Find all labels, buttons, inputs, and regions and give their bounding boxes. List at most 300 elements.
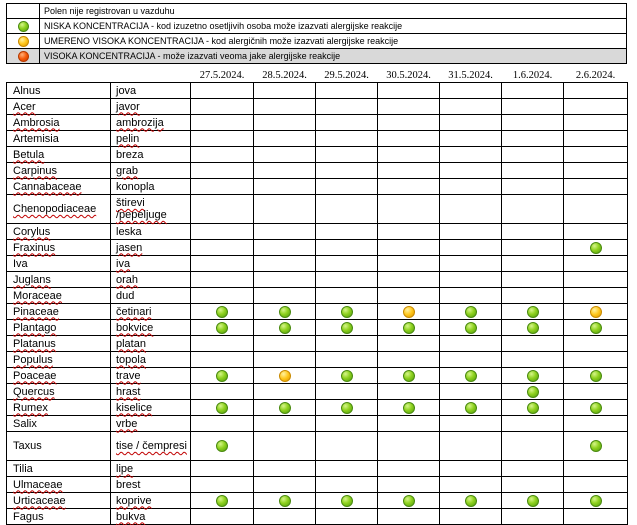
concentration-cell [440, 99, 502, 115]
latin-name: Plantago [13, 321, 57, 334]
concentration-cell [502, 400, 564, 416]
concentration-cell [316, 224, 378, 240]
table-row [7, 509, 628, 525]
green-dot-icon [590, 242, 602, 254]
concentration-cell [378, 432, 440, 461]
latin-name-cell [7, 288, 111, 304]
green-dot-icon [279, 495, 291, 507]
concentration-cell [564, 163, 628, 179]
concentration-cell [502, 131, 564, 147]
concentration-cell [378, 320, 440, 336]
concentration-cell [564, 400, 628, 416]
concentration-cell [502, 384, 564, 400]
concentration-cell [502, 432, 564, 461]
table-row [7, 163, 628, 179]
concentration-cell [254, 272, 316, 288]
concentration-cell [564, 115, 628, 131]
concentration-cell [502, 83, 564, 99]
green-dot-icon [341, 306, 353, 318]
concentration-cell [254, 256, 316, 272]
local-name-cell [111, 400, 191, 416]
table-row [7, 83, 628, 99]
concentration-cell [440, 163, 502, 179]
concentration-cell [564, 256, 628, 272]
concentration-cell [191, 432, 254, 461]
green-dot-icon [279, 402, 291, 414]
local-name: breza [116, 148, 144, 161]
concentration-cell [564, 461, 628, 477]
latin-name: Carpinus [13, 164, 58, 177]
table-row [7, 99, 628, 115]
concentration-cell [191, 224, 254, 240]
concentration-cell [378, 224, 440, 240]
concentration-cell [502, 461, 564, 477]
latin-name: Ulmaceae [13, 478, 63, 491]
latin-name: Quercus [13, 385, 55, 398]
latin-name-cell [7, 179, 111, 195]
concentration-cell [502, 256, 564, 272]
latin-name-cell [7, 336, 111, 352]
latin-name-cell [7, 400, 111, 416]
latin-name: Fagus [13, 510, 44, 523]
concentration-cell [502, 509, 564, 525]
local-name-cell [111, 509, 191, 525]
local-name: leska [116, 225, 142, 238]
date-header: 2.6.2024. [564, 64, 628, 83]
local-name: koprive [116, 494, 152, 507]
concentration-cell [254, 99, 316, 115]
concentration-cell [378, 493, 440, 509]
local-name-cell [111, 240, 191, 256]
concentration-cell [502, 240, 564, 256]
date-header-row [7, 64, 628, 83]
green-dot-icon [216, 322, 228, 334]
legend-text: Polen nije registrovan u vazduhu [40, 4, 627, 19]
table-row [7, 320, 628, 336]
concentration-cell [316, 336, 378, 352]
latin-name-cell [7, 352, 111, 368]
table-row [7, 477, 628, 493]
local-name-cell [111, 493, 191, 509]
concentration-cell [378, 384, 440, 400]
latin-name: Corylus [13, 225, 51, 238]
green-dot-icon [341, 402, 353, 414]
concentration-cell [564, 493, 628, 509]
latin-name: Rumex [13, 401, 48, 414]
green-dot-icon [590, 495, 602, 507]
concentration-cell [564, 272, 628, 288]
latin-name: Poaceae [13, 369, 57, 382]
table-row [7, 336, 628, 352]
latin-name: Chenopodiaceae [13, 203, 97, 215]
concentration-cell [316, 83, 378, 99]
concentration-cell [440, 240, 502, 256]
local-name: tise / čempresi [116, 440, 187, 452]
green-dot-icon [590, 370, 602, 382]
concentration-cell [191, 352, 254, 368]
concentration-cell [564, 304, 628, 320]
concentration-cell [378, 131, 440, 147]
concentration-cell [440, 400, 502, 416]
concentration-cell [502, 336, 564, 352]
concentration-cell [254, 179, 316, 195]
concentration-cell [502, 163, 564, 179]
local-name: jasen [116, 241, 143, 254]
concentration-cell [378, 509, 440, 525]
latin-name-cell [7, 432, 111, 461]
local-name-cell [111, 416, 191, 432]
legend-symbol-none [7, 4, 40, 19]
table-row [7, 272, 628, 288]
local-name: brest [116, 478, 141, 491]
latin-name: Artemisia [13, 132, 59, 145]
table-row [7, 400, 628, 416]
concentration-cell [254, 509, 316, 525]
concentration-cell [564, 477, 628, 493]
concentration-cell [316, 288, 378, 304]
table-row [7, 384, 628, 400]
local-name: jova [116, 84, 137, 97]
concentration-cell [191, 493, 254, 509]
green-dot-icon [216, 306, 228, 318]
table-row [7, 131, 628, 147]
local-name-cell [111, 272, 191, 288]
concentration-cell [254, 400, 316, 416]
green-dot-icon [341, 322, 353, 334]
green-dot-icon [216, 370, 228, 382]
concentration-cell [502, 320, 564, 336]
concentration-cell [564, 384, 628, 400]
concentration-cell [440, 461, 502, 477]
concentration-cell [502, 416, 564, 432]
table-row [7, 304, 628, 320]
concentration-cell [440, 83, 502, 99]
concentration-cell [316, 240, 378, 256]
concentration-cell [564, 147, 628, 163]
legend-text: NISKA KONCENTRACIJA - kod izuzetno osetljivih osoba može izazvati alergijske reakcije [40, 19, 627, 34]
local-name-cell [111, 147, 191, 163]
concentration-cell [191, 320, 254, 336]
table-row [7, 179, 628, 195]
concentration-cell [191, 195, 254, 224]
concentration-cell [564, 509, 628, 525]
concentration-cell [378, 352, 440, 368]
latin-name-cell [7, 83, 111, 99]
latin-name: Betula [13, 148, 45, 161]
concentration-cell [316, 352, 378, 368]
concentration-cell [440, 493, 502, 509]
concentration-cell [378, 368, 440, 384]
concentration-cell [440, 368, 502, 384]
concentration-cell [502, 477, 564, 493]
table-row [7, 115, 628, 131]
latin-name: Juglans [13, 273, 51, 286]
latin-name-cell [7, 272, 111, 288]
concentration-cell [564, 368, 628, 384]
concentration-cell [502, 288, 564, 304]
concentration-cell [191, 416, 254, 432]
local-name-cell [111, 336, 191, 352]
concentration-cell [316, 131, 378, 147]
concentration-cell [316, 256, 378, 272]
concentration-cell [378, 288, 440, 304]
green-dot-icon [590, 322, 602, 334]
legend-table [6, 3, 627, 64]
concentration-cell [502, 99, 564, 115]
concentration-cell [440, 320, 502, 336]
concentration-cell [316, 400, 378, 416]
local-name: kiselice [116, 401, 153, 414]
local-name: orah [116, 273, 139, 286]
concentration-cell [254, 336, 316, 352]
latin-name-cell [7, 477, 111, 493]
local-name-cell [111, 288, 191, 304]
concentration-cell [378, 115, 440, 131]
latin-name: Taxus [13, 440, 42, 452]
latin-name: Populus [13, 353, 53, 366]
concentration-cell [316, 304, 378, 320]
concentration-cell [378, 179, 440, 195]
concentration-cell [440, 477, 502, 493]
local-name: četinari [116, 305, 152, 318]
local-name-cell [111, 99, 191, 115]
concentration-cell [254, 240, 316, 256]
concentration-cell [254, 288, 316, 304]
latin-name: Fraxinus [13, 241, 56, 254]
local-name: štirevi /pepeljuge [116, 197, 167, 221]
concentration-cell [564, 224, 628, 240]
local-name: trave [116, 369, 141, 382]
local-name-cell [111, 477, 191, 493]
green-dot-icon [465, 306, 477, 318]
concentration-cell [564, 432, 628, 461]
date-header: 27.5.2024. [191, 64, 254, 83]
table-row [7, 256, 628, 272]
latin-name: Ambrosia [13, 116, 60, 129]
concentration-cell [440, 509, 502, 525]
table-row [7, 288, 628, 304]
concentration-cell [254, 477, 316, 493]
legend-text: UMERENO VISOKA KONCENTRACIJA - kod alergičnih može izazvati alergijske reakcije [40, 34, 627, 49]
concentration-cell [254, 115, 316, 131]
local-name-cell [111, 352, 191, 368]
latin-name-cell [7, 163, 111, 179]
concentration-cell [316, 509, 378, 525]
latin-name-cell [7, 493, 111, 509]
green-dot-icon [527, 306, 539, 318]
concentration-cell [378, 416, 440, 432]
concentration-cell [502, 115, 564, 131]
concentration-cell [254, 416, 316, 432]
green-dot-icon [527, 402, 539, 414]
green-dot-icon [403, 370, 415, 382]
concentration-cell [191, 256, 254, 272]
concentration-cell [564, 288, 628, 304]
concentration-cell [316, 368, 378, 384]
concentration-cell [440, 272, 502, 288]
concentration-cell [502, 304, 564, 320]
local-name-cell [111, 256, 191, 272]
concentration-cell [502, 368, 564, 384]
concentration-cell [316, 461, 378, 477]
local-name: vrbe [116, 417, 138, 430]
date-header: 29.5.2024. [316, 64, 378, 83]
table-row [7, 368, 628, 384]
local-name-cell [111, 83, 191, 99]
concentration-cell [440, 352, 502, 368]
table-row [7, 224, 628, 240]
concentration-cell [502, 224, 564, 240]
concentration-cell [378, 240, 440, 256]
concentration-cell [564, 352, 628, 368]
concentration-cell [378, 400, 440, 416]
local-name-cell [111, 195, 191, 224]
latin-name: Urticaceae [13, 494, 66, 507]
local-name: grab [116, 164, 139, 177]
date-header: 1.6.2024. [502, 64, 564, 83]
concentration-cell [502, 147, 564, 163]
concentration-cell [191, 99, 254, 115]
concentration-cell [254, 384, 316, 400]
local-name: javor [116, 100, 140, 113]
concentration-cell [316, 477, 378, 493]
local-name-cell [111, 224, 191, 240]
green-dot-icon [341, 495, 353, 507]
concentration-cell [564, 336, 628, 352]
concentration-cell [254, 195, 316, 224]
concentration-cell [254, 83, 316, 99]
green-dot-icon [18, 21, 29, 32]
green-dot-icon [465, 495, 477, 507]
latin-name: Alnus [13, 84, 41, 97]
concentration-cell [254, 368, 316, 384]
green-dot-icon [527, 495, 539, 507]
orange-dot-icon [18, 51, 29, 62]
green-dot-icon [465, 402, 477, 414]
latin-name-cell [7, 99, 111, 115]
table-row [7, 416, 628, 432]
local-name-cell [111, 461, 191, 477]
concentration-cell [440, 384, 502, 400]
legend-row-low [7, 19, 627, 34]
concentration-cell [254, 320, 316, 336]
latin-name: Moraceae [13, 289, 62, 302]
concentration-cell [191, 288, 254, 304]
latin-name-cell [7, 368, 111, 384]
green-dot-icon [216, 440, 228, 452]
table-row [7, 432, 628, 461]
concentration-cell [564, 416, 628, 432]
latin-name: Iva [13, 257, 28, 270]
concentration-cell [191, 115, 254, 131]
latin-name-cell [7, 384, 111, 400]
concentration-cell [378, 304, 440, 320]
yellow-dot-icon [279, 370, 291, 382]
concentration-cell [440, 416, 502, 432]
table-row [7, 240, 628, 256]
local-name-cell [111, 131, 191, 147]
latin-name: Salix [13, 417, 37, 430]
local-name-cell [111, 432, 191, 461]
latin-name: Cannabaceae [13, 180, 82, 193]
concentration-cell [440, 179, 502, 195]
green-dot-icon [403, 402, 415, 414]
legend-row-medium [7, 34, 627, 49]
local-name-cell [111, 115, 191, 131]
concentration-cell [316, 272, 378, 288]
latin-name-cell [7, 131, 111, 147]
concentration-cell [564, 131, 628, 147]
green-dot-icon [216, 402, 228, 414]
concentration-cell [564, 179, 628, 195]
concentration-cell [191, 240, 254, 256]
concentration-cell [191, 384, 254, 400]
concentration-cell [564, 99, 628, 115]
legend-row-none [7, 4, 627, 19]
table-row [7, 147, 628, 163]
green-dot-icon [527, 322, 539, 334]
latin-name-cell [7, 461, 111, 477]
legend-text: VISOKA KONCENTRACIJA - može izazvati veoma jake alergijske reakcije [40, 49, 627, 64]
concentration-cell [502, 352, 564, 368]
date-header: 30.5.2024. [378, 64, 440, 83]
green-dot-icon [403, 322, 415, 334]
concentration-cell [378, 99, 440, 115]
latin-name: Tilia [13, 462, 33, 475]
pollen-table [6, 64, 628, 525]
local-name: dud [116, 289, 135, 302]
concentration-cell [254, 147, 316, 163]
local-name-cell [111, 304, 191, 320]
concentration-cell [191, 368, 254, 384]
concentration-cell [440, 147, 502, 163]
local-name-cell [111, 179, 191, 195]
table-row [7, 461, 628, 477]
concentration-cell [254, 432, 316, 461]
concentration-cell [440, 288, 502, 304]
concentration-cell [502, 272, 564, 288]
latin-name-cell [7, 509, 111, 525]
green-dot-icon [279, 306, 291, 318]
concentration-cell [378, 272, 440, 288]
concentration-cell [191, 163, 254, 179]
concentration-cell [440, 131, 502, 147]
concentration-cell [378, 477, 440, 493]
concentration-cell [564, 240, 628, 256]
yellow-dot-icon [403, 306, 415, 318]
local-name: iva [116, 257, 131, 270]
concentration-cell [316, 115, 378, 131]
concentration-cell [316, 195, 378, 224]
concentration-cell [502, 493, 564, 509]
concentration-cell [316, 416, 378, 432]
local-name-cell [111, 384, 191, 400]
concentration-cell [191, 477, 254, 493]
concentration-cell [316, 99, 378, 115]
concentration-cell [378, 461, 440, 477]
latin-name-cell [7, 240, 111, 256]
concentration-cell [191, 83, 254, 99]
latin-name-cell [7, 304, 111, 320]
local-name: topola [116, 353, 146, 366]
concentration-cell [254, 163, 316, 179]
concentration-cell [502, 179, 564, 195]
concentration-cell [440, 224, 502, 240]
latin-name-cell [7, 147, 111, 163]
concentration-cell [440, 304, 502, 320]
concentration-cell [378, 195, 440, 224]
concentration-cell [440, 195, 502, 224]
